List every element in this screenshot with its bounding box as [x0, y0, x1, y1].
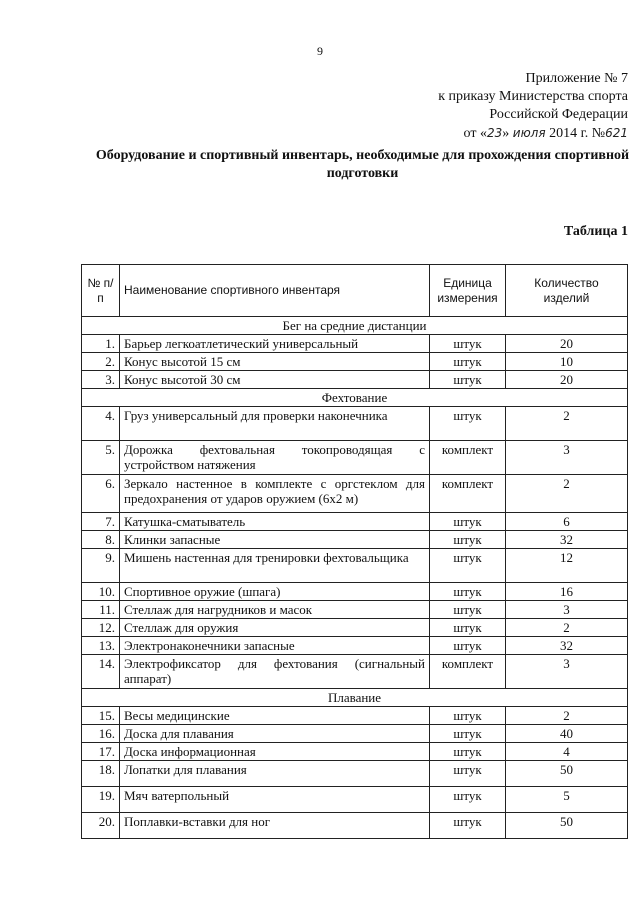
quantity-cell: 16 [506, 583, 628, 601]
date-month-handwritten: июля [512, 126, 546, 140]
section-title: Бег на средние дистанции [82, 317, 628, 335]
item-name: Барьер легкоатлетический универсальный [120, 335, 430, 353]
table-row [82, 601, 628, 619]
unit-cell: штук [430, 335, 506, 353]
row-number: 8. [82, 531, 120, 549]
quantity-cell: 5 [506, 787, 628, 813]
header-qty: Количество изделий [506, 265, 628, 317]
unit-cell: штук [430, 407, 506, 441]
row-number: 20. [82, 813, 120, 839]
appendix-line-1: Приложение № 7 [525, 71, 628, 86]
section-title: Плавание [82, 689, 628, 707]
table-row [82, 743, 628, 761]
appendix-line-3: Российской Федерации [489, 107, 628, 122]
date-year: 2014 г. № [545, 126, 606, 141]
quantity-cell: 2 [506, 707, 628, 725]
item-name: Мяч ватерпольный [120, 787, 430, 813]
unit-cell: штук [430, 371, 506, 389]
row-number: 3. [82, 371, 120, 389]
unit-cell: штук [430, 813, 506, 839]
item-name: Клинки запасные [120, 531, 430, 549]
table-row [82, 725, 628, 743]
table-row [82, 513, 628, 531]
item-name: Стеллаж для нагрудников и масок [120, 601, 430, 619]
table-row [82, 441, 628, 475]
table-row [82, 583, 628, 601]
quantity-cell: 40 [506, 725, 628, 743]
table-row [82, 655, 628, 689]
document-title: Оборудование и спортивный инвентарь, необходимые для прохождения спортивной подготовки [95, 148, 630, 181]
row-number: 2. [82, 353, 120, 371]
table-row [82, 475, 628, 513]
quantity-cell: 12 [506, 549, 628, 583]
quantity-cell: 10 [506, 353, 628, 371]
item-name: Конус высотой 30 см [120, 371, 430, 389]
section-row [82, 689, 628, 707]
appendix-date-line [438, 124, 628, 143]
row-number: 16. [82, 725, 120, 743]
quantity-cell: 32 [506, 637, 628, 655]
unit-cell: штук [430, 513, 506, 531]
table-row [82, 637, 628, 655]
quantity-cell: 50 [506, 813, 628, 839]
item-name: Доска информационная [120, 743, 430, 761]
table-row [82, 371, 628, 389]
quantity-cell: 20 [506, 335, 628, 353]
date-number-handwritten: 621 [605, 126, 628, 140]
row-number: 15. [82, 707, 120, 725]
unit-cell: штук [430, 619, 506, 637]
quantity-cell: 20 [506, 371, 628, 389]
table-body [82, 317, 628, 839]
table-row [82, 335, 628, 353]
row-number: 9. [82, 549, 120, 583]
quantity-cell: 3 [506, 441, 628, 475]
row-number: 10. [82, 583, 120, 601]
row-number: 12. [82, 619, 120, 637]
header-name: Наименование спортивного инвентаря [120, 265, 430, 317]
section-row [82, 389, 628, 407]
table-row [82, 787, 628, 813]
row-number: 4. [82, 407, 120, 441]
unit-cell: штук [430, 601, 506, 619]
unit-cell: штук [430, 743, 506, 761]
table-header-row [82, 265, 628, 317]
item-name: Зеркало настенное в комплекте с оргстеклом для предохранения от ударов оружием (6х2 м) [120, 475, 430, 513]
table-row [82, 813, 628, 839]
quantity-cell: 32 [506, 531, 628, 549]
item-name: Катушка-сматыватель [120, 513, 430, 531]
section-row [82, 317, 628, 335]
unit-cell: штук [430, 787, 506, 813]
item-name: Мишень настенная для тренировки фехтовальщика [120, 549, 430, 583]
appendix-line-2: к приказу Министерства спорта [438, 89, 628, 104]
unit-cell: штук [430, 637, 506, 655]
quantity-cell: 4 [506, 743, 628, 761]
quantity-cell: 50 [506, 761, 628, 787]
quantity-cell: 2 [506, 475, 628, 513]
table-row [82, 707, 628, 725]
row-number: 7. [82, 513, 120, 531]
unit-cell: комплект [430, 441, 506, 475]
table-row [82, 531, 628, 549]
table-row [82, 619, 628, 637]
table-row [82, 407, 628, 441]
unit-cell: штук [430, 549, 506, 583]
quantity-cell: 2 [506, 619, 628, 637]
table-row [82, 353, 628, 371]
date-day-handwritten: 23 [486, 126, 503, 140]
page-number: 9 [317, 44, 323, 58]
row-number: 17. [82, 743, 120, 761]
row-number: 11. [82, 601, 120, 619]
header-num: № п/п [82, 265, 120, 317]
unit-cell: штук [430, 761, 506, 787]
item-name: Электрофиксатор для фехтования (сигнальный аппарат) [120, 655, 430, 689]
date-prefix: от « [463, 126, 487, 141]
unit-cell: комплект [430, 475, 506, 513]
item-name: Весы медицинские [120, 707, 430, 725]
quantity-cell: 6 [506, 513, 628, 531]
unit-cell: штук [430, 353, 506, 371]
table-label: Таблица 1 [563, 224, 628, 239]
item-name: Лопатки для плавания [120, 761, 430, 787]
row-number: 6. [82, 475, 120, 513]
item-name: Стеллаж для оружия [120, 619, 430, 637]
row-number: 13. [82, 637, 120, 655]
item-name: Дорожка фехтовальная токопроводящая с устройством натяжения [120, 441, 430, 475]
unit-cell: штук [430, 583, 506, 601]
item-name: Конус высотой 15 см [120, 353, 430, 371]
row-number: 5. [82, 441, 120, 475]
item-name: Поплавки-вставки для ног [120, 813, 430, 839]
quantity-cell: 3 [506, 601, 628, 619]
row-number: 14. [82, 655, 120, 689]
unit-cell: комплект [430, 655, 506, 689]
row-number: 18. [82, 761, 120, 787]
section-title: Фехтование [82, 389, 628, 407]
item-name: Электронаконечники запасные [120, 637, 430, 655]
appendix-block [438, 70, 628, 143]
quantity-cell: 3 [506, 655, 628, 689]
date-mid: » [502, 126, 513, 141]
table-row [82, 549, 628, 583]
item-name: Груз универсальный для проверки наконечника [120, 407, 430, 441]
row-number: 1. [82, 335, 120, 353]
quantity-cell: 2 [506, 407, 628, 441]
unit-cell: штук [430, 725, 506, 743]
item-name: Спортивное оружие (шпага) [120, 583, 430, 601]
unit-cell: штук [430, 707, 506, 725]
inventory-table [81, 264, 628, 839]
header-unit: Единица измерения [430, 265, 506, 317]
item-name: Доска для плавания [120, 725, 430, 743]
row-number: 19. [82, 787, 120, 813]
unit-cell: штук [430, 531, 506, 549]
table-row [82, 761, 628, 787]
